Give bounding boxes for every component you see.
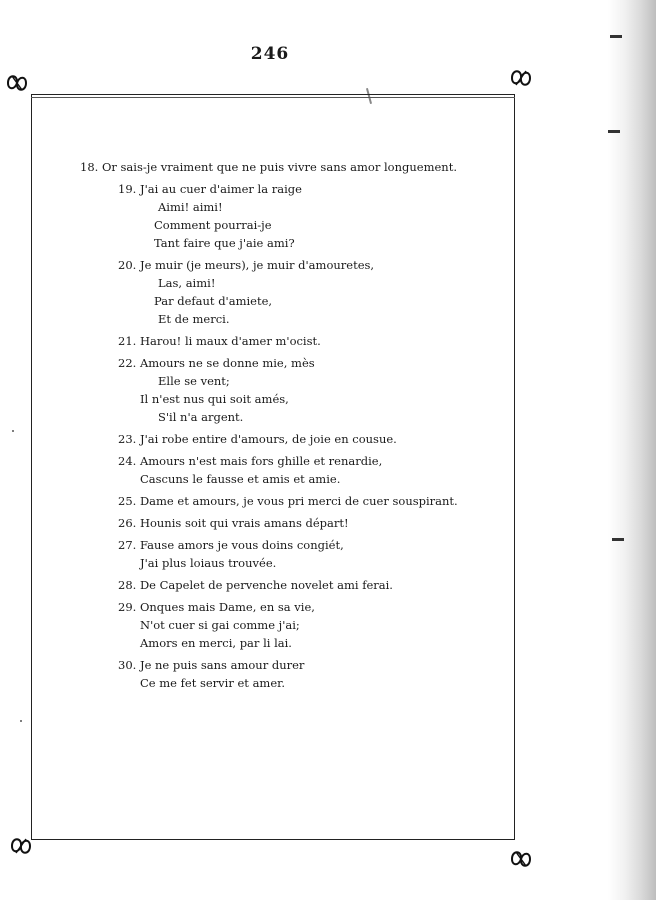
entry-28 (80, 576, 500, 594)
entry-line: Amors en merci, par li lai. (140, 636, 292, 650)
entry-29 (80, 598, 500, 652)
entry-text: Fause amors je vous doins congiét, (139, 538, 344, 552)
corner-ornament-icon (508, 846, 534, 872)
entry-line: J'ai plus loiaus trouvée. (140, 556, 277, 570)
entry-line: Tant faire que j'aie ami? (154, 236, 295, 250)
entry-line: Comment pourrai-je (154, 218, 272, 232)
entry-number: 29. (118, 600, 137, 614)
entry-number: 27. (118, 538, 137, 552)
entry-line: Et de merci. (158, 312, 230, 326)
entry-text: Je ne puis sans amour durer (139, 658, 305, 672)
entry-line: Il n'est nus qui soit amés, (140, 392, 289, 406)
entry-26 (80, 514, 500, 532)
entry-number: 25. (118, 494, 137, 508)
entry-number: 21. (118, 334, 137, 348)
entry-text: Amours ne se donne mie, mès (139, 356, 315, 370)
entry-24 (80, 452, 500, 488)
entry-line: N'ot cuer si gai comme j'ai; (140, 618, 300, 632)
entry-number: 20. (118, 258, 137, 272)
entry-25 (80, 492, 500, 510)
page-number: 246 (250, 44, 290, 64)
entry-line: Cascuns le fausse et amis et amie. (140, 472, 341, 486)
entry-number: 18. (80, 160, 99, 174)
entry-20 (80, 256, 500, 328)
entry-19 (80, 180, 500, 252)
entry-line: S'il n'a argent. (158, 410, 244, 424)
edge-mark (612, 538, 624, 541)
entry-line: Aimi! aimi! (158, 200, 223, 214)
page-edge-shadow (608, 0, 656, 900)
entry-line (80, 430, 500, 448)
entry-text: J'ai au cuer d'aimer la raige (139, 182, 302, 196)
entry-30 (80, 656, 500, 692)
entry-text: De Capelet de pervenche novelet ami ferai. (139, 578, 393, 592)
entry-number: 28. (118, 578, 137, 592)
page-frame-inner-rule (31, 97, 515, 98)
entry-line (80, 492, 500, 510)
entry-line (80, 332, 500, 350)
entry-21 (80, 332, 500, 350)
entry-23 (80, 430, 500, 448)
entry-line: Las, aimi! (158, 276, 216, 290)
entry-line (80, 576, 500, 594)
entry-line (80, 180, 500, 198)
entry-line (80, 536, 500, 554)
entry-number: 26. (118, 516, 137, 530)
edge-mark (608, 130, 620, 133)
entry-line (80, 514, 500, 532)
poem-list (80, 158, 500, 696)
entry-text: J'ai robe entire d'amours, de joie en cousue. (139, 432, 397, 446)
entry-line (80, 158, 500, 176)
entry-number: 19. (118, 182, 137, 196)
corner-ornament-icon (508, 65, 534, 91)
entry-text: Or sais-je vraiment que ne puis vivre sans amor longuement. (101, 160, 457, 174)
entry-number: 30. (118, 658, 137, 672)
entry-number: 22. (118, 356, 137, 370)
entry-line (80, 656, 500, 674)
corner-ornament-icon (8, 833, 34, 859)
entry-text: Amours n'est mais fors ghille et renardie, (139, 454, 383, 468)
stray-dot (12, 430, 14, 432)
entry-line (80, 598, 500, 616)
entry-18 (80, 158, 500, 176)
edge-mark (610, 35, 622, 38)
entry-line (80, 452, 500, 470)
entry-text: Dame et amours, je vous pri merci de cuer souspirant. (139, 494, 458, 508)
entry-27 (80, 536, 500, 572)
entry-line (80, 354, 500, 372)
entry-22 (80, 354, 500, 426)
corner-ornament-icon (4, 70, 30, 96)
entry-line: Elle se vent; (158, 374, 230, 388)
entry-number: 23. (118, 432, 137, 446)
entry-text: Onques mais Dame, en sa vie, (139, 600, 315, 614)
entry-number: 24. (118, 454, 137, 468)
entry-line: Ce me fet servir et amer. (140, 676, 286, 690)
entry-text: Harou! li maux d'amer m'ocist. (139, 334, 321, 348)
entry-line: Par defaut d'amiete, (154, 294, 273, 308)
stray-dot (20, 720, 22, 722)
entry-line (80, 256, 500, 274)
entry-text: Je muir (je meurs), je muir d'amouretes, (139, 258, 375, 272)
entry-text: Hounis soit qui vrais amans départ! (139, 516, 349, 530)
